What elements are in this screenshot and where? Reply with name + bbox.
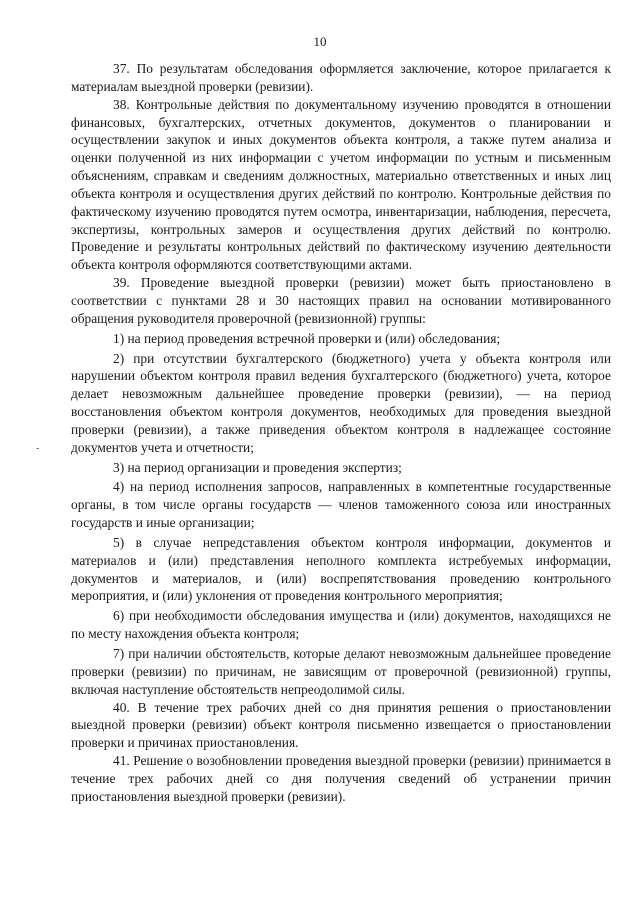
paragraph-38: 38. Контрольные действия по документальному изучению проводятся в отношении финансовых, бухгалтерских, отчетных документов, документов о планировании и осуществлении закупок и иных документов объекта контроля, а также путем анализа и оценки полученной из них информации с учетом информации по устным и письменным объяснениям, справкам и сведениям должностных, материально ответственных и иных лиц объекта контроля и осуществления других действий по контролю. Контрольные действия по фактическому изучению проводятся путем осмотра, инвентаризации, наблюдения, пересчета, экспертизы, контрольных замеров и осуществления других действий по контролю. Проведение и результаты контрольных действий по фактическому изучению деятельности объекта контроля оформляются соответствующими актами. (71, 96, 611, 273)
paragraph-41: 41. Решение о возобновлении проведения выездной проверки (ревизии) принимается в течение трех рабочих дней со дня получения сведений об устранении причин приостановления выездной проверки (ревизии). (71, 753, 611, 804)
paragraph-39-item-5: 5) в случае непредставления объектом контроля информации, документов и материалов и (или) представления неполного комплекта истребуемых информации, документов и материалов, и (или) воспрепятствования проведению контрольного мероприятия, и (или) уклонения от проведения контрольного мероприятия; (71, 534, 611, 604)
margin-mark: - (36, 443, 40, 454)
paragraph-39-item-3: 3) на период организации и проведения экспертиз; (113, 459, 402, 475)
page-number: 10 (313, 34, 327, 49)
paragraph-40: 40. В течение трех рабочих дней со дня принятия решения о приостановлении выездной проверки (ревизии) объект контроля письменно извещается о приостановлении проверки и причинах приостановления. (71, 699, 611, 751)
paragraph-39-item-6: 6) при необходимости обследования имущества и (или) документов, находящихся не по месту нахождения объекта контроля; (71, 608, 611, 642)
paragraph-39-item-4: 4) на период исполнения запросов, направленных в компетентные государственные органы, в том числе органы государств — членов таможенного союза или иностранных государств и иные организации; (71, 479, 611, 531)
paragraph-39-item-7: 7) при наличии обстоятельств, которые делают невозможным дальнейшее проведение проверки (ревизии) по причинам, не зависящим от проверочной (ревизионной) группы, включая наступление обстоятельств непреодолимой силы. (71, 646, 611, 697)
document-body (71, 60, 611, 806)
paragraph-39-item-2: 2) при отсутствии бухгалтерского (бюджетного) учета у объекта контроля или нарушении объектом контроля правил ведения бухгалтерского (бюджетного) учета, которое делает невозможным дальнейшее проведение проверки (ревизии), — на период восстановления объектом контроля документов, необходимых для проведения выездной проверки (ревизии), а также приведения объектом контроля в надлежащее состояние документов учета и отчетности; (71, 350, 611, 455)
paragraph-39: 39. Проведение выездной проверки (ревизии) может быть приостановлено в соответствии с пунктами 28 и 30 настоящих правил на основании мотивированного обращения руководителя проверочной (ревизионной) группы: (71, 275, 611, 326)
paragraph-37: 37. По результатам обследования оформляется заключение, которое прилагается к материалам выездной проверки (ревизии). (71, 61, 611, 94)
paragraph-39-item-1: 1) на период проведения встречной проверки и (или) обследования; (113, 330, 501, 346)
